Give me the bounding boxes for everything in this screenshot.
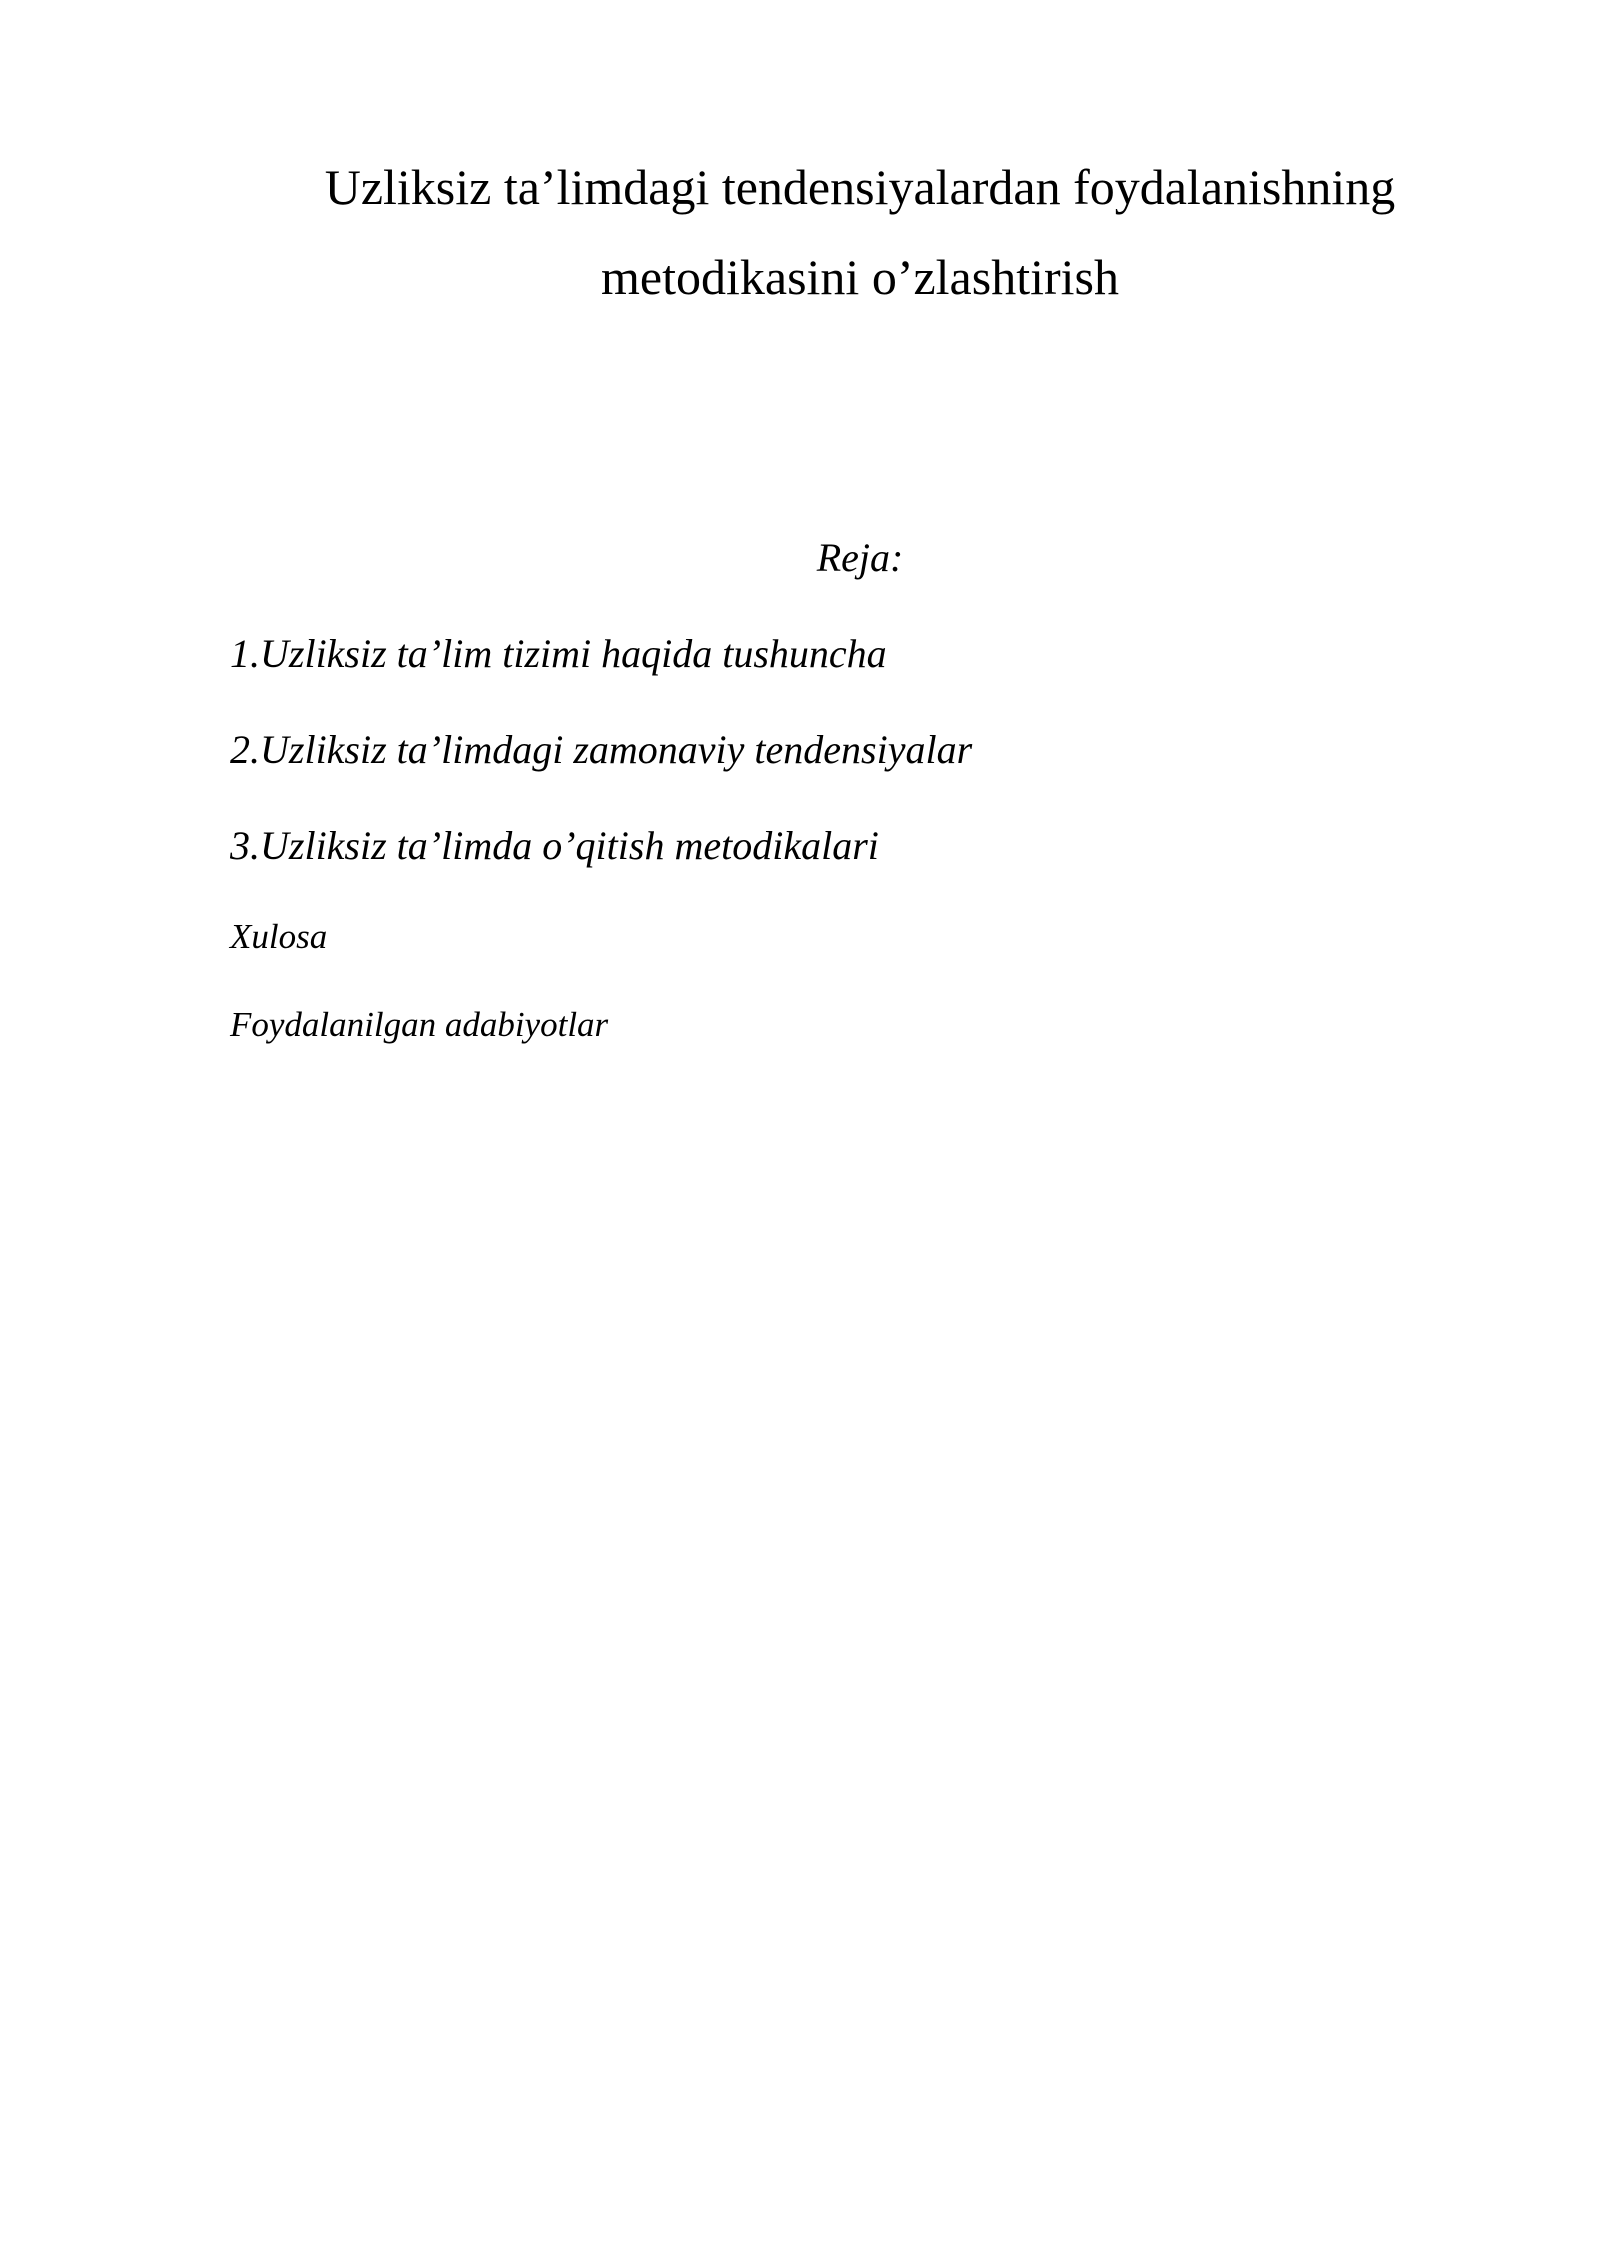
title-line-1: Uzliksiz ta’limdagi tendensiyalardan foydalanishning	[324, 159, 1396, 215]
plan-item-references: Foydalanilgan adabiyotlar	[230, 1005, 609, 1044]
plan-heading: Reja:	[816, 535, 904, 580]
plan-item-1: 1.Uzliksiz ta’lim tizimi haqida tushuncha	[230, 631, 887, 676]
document-title	[230, 142, 1490, 322]
title-line-2: metodikasini o’zlashtirish	[601, 249, 1119, 305]
plan-item-conclusion: Xulosa	[230, 917, 328, 956]
plan-list	[230, 624, 972, 1088]
plan-item-3: 3.Uzliksiz ta’limda o’qitish metodikalari	[230, 823, 879, 868]
plan-item-2: 2.Uzliksiz ta’limdagi zamonaviy tendensiyalar	[230, 727, 973, 772]
